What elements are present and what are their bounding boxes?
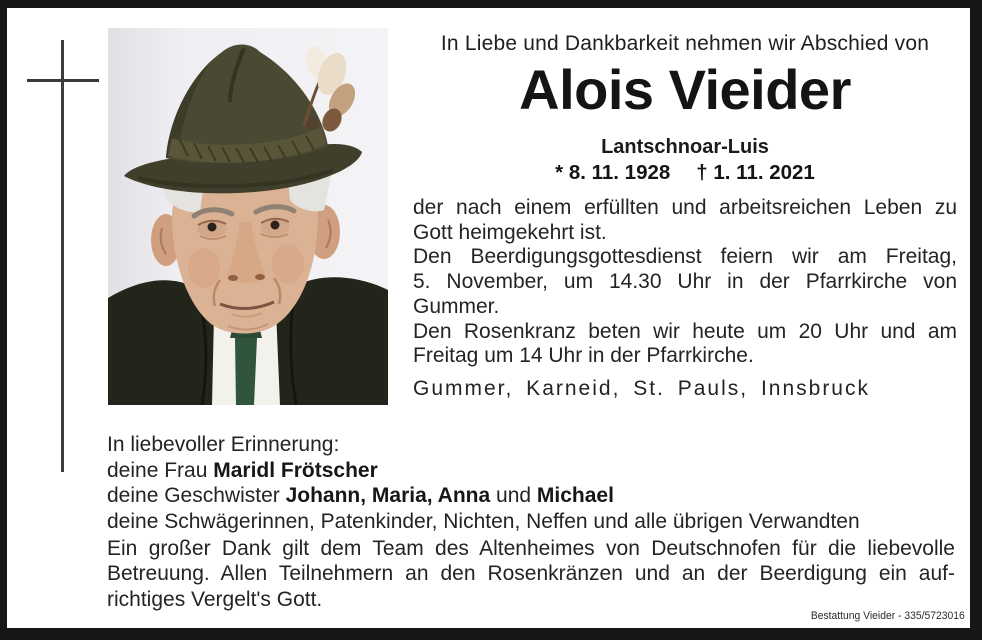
- memorial-relatives-line: deine Schwägerinnen, Patenkinder, Nichten, Neffen und alle übrigen Verwandten: [107, 509, 860, 533]
- cross-vertical-bar: [61, 40, 64, 472]
- memorial-siblings-line: deine Geschwister Johann, Maria, Anna und Michael: [107, 484, 614, 507]
- wife-name: Maridl Frötscher: [213, 458, 378, 482]
- body-line: Freitag um 14 Uhr in der Pfarrkirche.: [413, 344, 754, 368]
- birth-date: * 8. 11. 1928: [555, 161, 671, 184]
- portrait-photo: [108, 28, 388, 405]
- thanks-line: Ein großer Dank gilt dem Team des Altenheimes von Deutschnofen für die liebevolle: [107, 537, 955, 560]
- death-date: † 1. 11. 2021: [696, 161, 815, 184]
- thanks-line: richtiges Vergelt's Gott.: [107, 587, 323, 611]
- thanks-line: Betreuung. Allen Teilnehmern an den Rosenkränzen und an der Beerdigung ein auf-: [107, 562, 955, 586]
- funeral-home-imprint: Bestattung Vieider - 335/5723016: [811, 610, 965, 622]
- siblings-names: Johann, Maria, Anna: [285, 484, 491, 507]
- body-line: 5. November, um 14.30 Uhr in der Pfarrkirche von: [413, 270, 957, 294]
- body-line: der nach einem erfüllten und arbeitsreichen Leben zu: [413, 196, 957, 219]
- memorial-wife-line: deine Frau Maridl Frötscher: [107, 458, 378, 482]
- deceased-name: Alois Vieider: [519, 58, 851, 121]
- intro-line: In Liebe und Dankbarkeit nehmen wir Abschied von: [440, 32, 930, 55]
- deceased-nickname: Lantschnoar-Luis: [601, 136, 769, 158]
- memorial-section: [107, 432, 957, 534]
- body-line: Gott heimgekehrt ist.: [413, 220, 607, 244]
- body-line: Gummer.: [413, 294, 500, 318]
- memorial-heading: In liebevoller Erinnerung:: [107, 433, 340, 456]
- life-dates: [413, 161, 957, 185]
- obituary-body: [413, 196, 957, 369]
- body-line: Den Rosenkranz beten wir heute um 20 Uhr und am: [413, 319, 957, 343]
- sibling-last-name: Michael: [536, 484, 614, 507]
- obituary-card: [7, 8, 970, 628]
- thanks-paragraph: [107, 536, 955, 612]
- cross-horizontal-bar: [27, 79, 99, 82]
- places-line: Gummer, Karneid, St. Pauls, Innsbruck: [413, 377, 870, 400]
- body-line: Den Beerdigungsgottesdienst feiern wir am Freitag,: [413, 245, 957, 269]
